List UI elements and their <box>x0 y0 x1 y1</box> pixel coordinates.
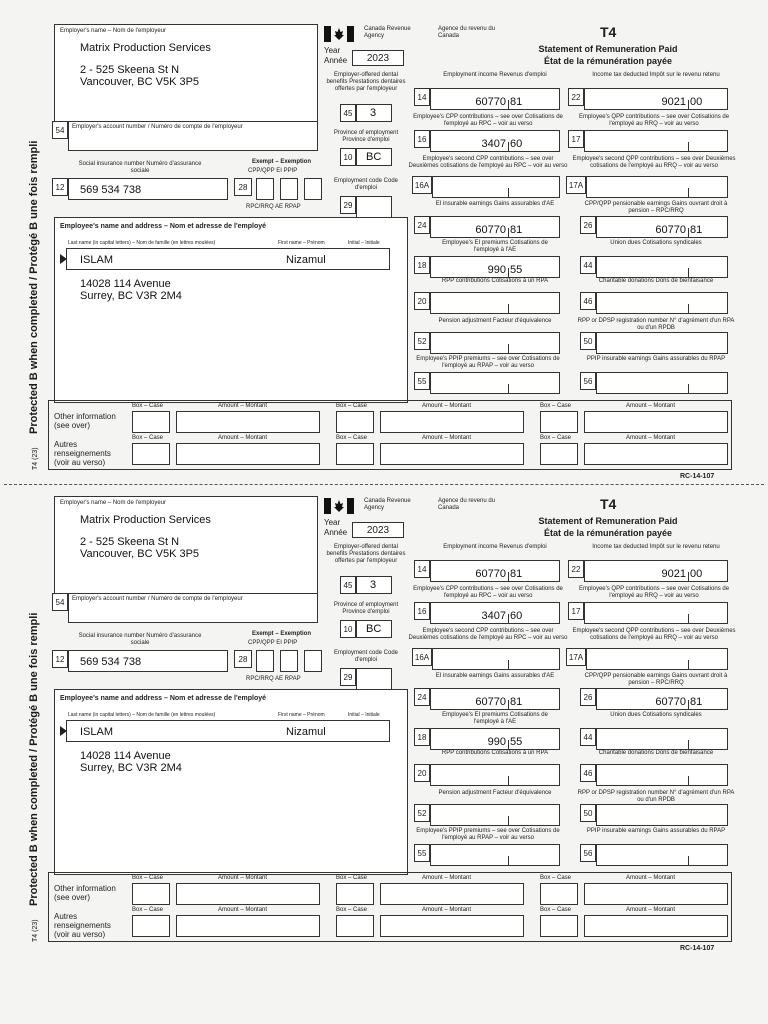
employee-first-name: Nizamul <box>286 726 326 738</box>
box-12-number: 12 <box>52 178 68 196</box>
exempt-cpp-box[interactable] <box>256 178 274 200</box>
oi-box-1b[interactable] <box>132 915 170 937</box>
oi-amount-col-3b: Amount – Montant <box>626 435 676 441</box>
box-18-cents: 55 <box>510 736 523 748</box>
dental-value: 3 <box>370 579 377 591</box>
oi-box-2a[interactable] <box>336 883 374 905</box>
oi-amount-2b[interactable] <box>380 915 524 937</box>
oi-box-1a[interactable] <box>132 883 170 905</box>
box-20-label: RPP contributions Cotisations à un RPA <box>441 750 549 756</box>
box-18-dollars: 990 <box>487 264 506 276</box>
box-45-number: 45 <box>340 576 356 594</box>
box-56-number: 56 <box>580 372 596 390</box>
box-55-divider <box>508 856 509 866</box>
exempt-cols-top: CPP/QPP EI PPIP <box>248 168 298 174</box>
exempt-ppip-box[interactable] <box>304 650 322 672</box>
form-id: T4 (23) <box>32 919 39 942</box>
form-title: T4 <box>600 496 617 512</box>
sin-value: 569 534 738 <box>80 184 142 196</box>
box-16a-number: 16A <box>412 176 432 194</box>
box-56-label: PPIP insurable earnings Gains assurables du RPAP <box>586 828 726 834</box>
box-16-label: Employee's CPP contributions – see over Cotisations de l'employé au RPC – voir au verso <box>413 114 563 127</box>
box-44-divider <box>688 268 689 278</box>
oi-amount-3a[interactable] <box>584 411 728 433</box>
box-29-number: 29 <box>340 668 356 686</box>
oi-box-col-2b: Box – Case <box>336 907 368 913</box>
box-16-cents: 60 <box>510 138 523 150</box>
box-56-divider <box>688 856 689 866</box>
box-16a-label: Employee's second CPP contributions – see over Deuxièmes cotisations de l'employé au RPC – voir au verso <box>408 156 568 169</box>
box-14-dollars: 60770 <box>475 96 506 108</box>
employee-last-name: ISLAM <box>80 726 114 738</box>
box-26-divider <box>688 700 689 710</box>
box-24-label: EI insurable earnings Gains assurables d'AE <box>435 673 555 679</box>
employer-name: Matrix Production Services <box>80 514 211 526</box>
oi-amount-col-1: Amount – Montant <box>218 403 268 409</box>
box-44-field <box>596 728 728 750</box>
box-46-number: 46 <box>580 764 596 782</box>
box-22-label: Income tax deducted Impôt sur le revenu retenu <box>592 72 720 78</box>
oi-amount-col-1: Amount – Montant <box>218 875 268 881</box>
province-value: BC <box>366 151 382 163</box>
box-16a-field <box>432 176 560 198</box>
box-20-field <box>430 764 560 786</box>
box-24-dollars: 60770 <box>475 696 506 708</box>
canada-flag-icon <box>324 26 354 42</box>
box-26-dollars: 60770 <box>655 696 686 708</box>
box-17-divider <box>688 142 689 152</box>
box-17-label: Employee's QPP contributions – see over Cotisations de l'employé au RRQ – voir au verso <box>578 586 730 599</box>
employer-name-label: Employer's name – Nom de l'employeur <box>60 500 167 506</box>
form-title-fr: État de la rémunération payée <box>543 56 673 66</box>
box-29-number: 29 <box>340 196 356 214</box>
box-18-divider <box>508 740 509 750</box>
name-arrow-icon <box>60 726 67 736</box>
box-54-number: 54 <box>52 121 68 139</box>
oi-box-col-3b: Box – Case <box>540 907 572 913</box>
oi-amount-2b[interactable] <box>380 443 524 465</box>
box-14-cents: 81 <box>510 568 523 580</box>
employer-name: Matrix Production Services <box>80 42 211 54</box>
box-56-number: 56 <box>580 844 596 862</box>
box-24-number: 24 <box>414 688 430 706</box>
box-26-label: CPP/QPP pensionable earnings Gains ouvrant droit à pension – RPC/RRQ <box>584 201 728 214</box>
box-17-number: 17 <box>568 602 584 620</box>
employment-code-label: Employment code Code d'emploi <box>333 178 399 191</box>
box-26-label: CPP/QPP pensionable earnings Gains ouvrant droit à pension – RPC/RRQ <box>584 673 728 686</box>
dental-label: Employer-offered dental benefits Prestations dentaires offertes par l'employeur <box>326 72 406 92</box>
other-info-label-en: Other information (see over) <box>54 412 116 430</box>
box-24-divider <box>508 228 509 238</box>
first-name-label: First name – Prénom <box>278 240 325 246</box>
exempt-cols-bottom: RPC/RRQ AE RPAP <box>246 204 301 210</box>
employee-name-row <box>66 248 390 270</box>
employee-address-2: Surrey, BC V3R 2M4 <box>80 290 182 302</box>
employee-address-2: Surrey, BC V3R 2M4 <box>80 762 182 774</box>
other-info-label-fr: Autres renseignements (voir au verso) <box>54 912 111 939</box>
form-code: RC-14-107 <box>680 473 715 480</box>
box-14-dollars: 60770 <box>475 568 506 580</box>
oi-amount-3b[interactable] <box>584 915 728 937</box>
box-16a-label: Employee's second CPP contributions – see over Deuxièmes cotisations de l'employé au RPC – voir au verso <box>408 628 568 641</box>
box-22-number: 22 <box>568 88 584 106</box>
t4-slip-top <box>0 14 768 486</box>
box-22-number: 22 <box>568 560 584 578</box>
box-14-label: Employment income Revenus d'emploi <box>443 544 547 550</box>
exempt-cpp-box[interactable] <box>256 650 274 672</box>
other-info-label-en: Other information (see over) <box>54 884 116 902</box>
box-24-dollars: 60770 <box>475 224 506 236</box>
box-17a-number: 17A <box>566 176 586 194</box>
box-50-label: RPP or DPSP registration number N° d'agrément d'un RPA ou d'un RPDB <box>577 318 735 331</box>
box-22-divider <box>688 572 689 582</box>
agency-fr: Agence du revenu du Canada <box>438 26 496 39</box>
sin-label: Social insurance number Numéro d'assurance sociale <box>78 633 202 646</box>
oi-box-col-2: Box – Case <box>336 403 368 409</box>
oi-box-3b[interactable] <box>540 443 578 465</box>
box-22-dollars: 9021 <box>661 568 686 580</box>
box-28-number: 28 <box>234 650 252 668</box>
oi-box-col-1: Box – Case <box>132 403 164 409</box>
year-value: 2023 <box>366 525 390 536</box>
oi-amount-col-3: Amount – Montant <box>626 875 676 881</box>
oi-amount-1b[interactable] <box>176 915 320 937</box>
box-55-field <box>430 372 560 394</box>
box-18-label: Employee's EI premiums Cotisations de l'employé à l'AE <box>442 712 548 725</box>
box-16a-divider <box>508 660 509 670</box>
box-50-field <box>596 804 728 826</box>
box-24-divider <box>508 700 509 710</box>
oi-box-2b[interactable] <box>336 443 374 465</box>
box-24-number: 24 <box>414 216 430 234</box>
oi-amount-1a[interactable] <box>176 411 320 433</box>
box-45-number: 45 <box>340 104 356 122</box>
box-10-number: 10 <box>340 148 356 166</box>
box-24-cents: 81 <box>510 696 523 708</box>
employer-address-1: 2 - 525 Skeena St N <box>80 536 180 548</box>
box-20-label: RPP contributions Cotisations à un RPA <box>441 278 549 284</box>
employee-name-header: Employee's name and address – Nom et adresse de l'employé <box>60 695 267 702</box>
oi-box-col-2b: Box – Case <box>336 435 368 441</box>
box-55-number: 55 <box>414 372 430 390</box>
box-46-field <box>596 764 728 786</box>
box-52-divider <box>508 816 509 826</box>
box-10-number: 10 <box>340 620 356 638</box>
sin-value: 569 534 738 <box>80 656 142 668</box>
box-26-number: 26 <box>580 216 596 234</box>
form-id: T4 (23) <box>32 447 39 470</box>
year-label: Year Année <box>324 518 348 537</box>
province-label: Province of employment Province d'emploi <box>333 130 399 143</box>
tear-line <box>4 484 764 485</box>
box-17a-divider <box>688 660 689 670</box>
oi-box-2b[interactable] <box>336 915 374 937</box>
box-16-number: 16 <box>414 602 430 620</box>
box-26-cents: 81 <box>690 224 703 236</box>
box-52-field <box>430 804 560 826</box>
box-17a-divider <box>688 188 689 198</box>
employer-name-label: Employer's name – Nom de l'employeur <box>60 28 167 34</box>
box-17a-field <box>586 648 728 670</box>
box-17a-label: Employee's second QPP contributions – see over Deuxièmes cotisations de l'employé au RRQ – voir au verso <box>572 628 736 641</box>
province-value: BC <box>366 623 382 635</box>
oi-box-1b[interactable] <box>132 443 170 465</box>
exempt-ei-box[interactable] <box>280 178 298 200</box>
t4-slip-bottom <box>0 486 768 958</box>
employer-address-2: Vancouver, BC V5K 3P5 <box>80 76 200 88</box>
box-17-divider <box>688 614 689 624</box>
employee-name-header: Employee's name and address – Nom et adresse de l'employé <box>60 223 267 230</box>
province-label: Province of employment Province d'emploi <box>333 602 399 615</box>
exempt-ppip-box[interactable] <box>304 178 322 200</box>
box-20-number: 20 <box>414 292 430 310</box>
box-44-field <box>596 256 728 278</box>
box-20-field <box>430 292 560 314</box>
box-44-label: Union dues Cotisations syndicales <box>610 240 702 246</box>
form-title: T4 <box>600 24 617 40</box>
box-55-field <box>430 844 560 866</box>
oi-amount-2a[interactable] <box>380 883 524 905</box>
year-value: 2023 <box>366 53 390 64</box>
box-16a-divider <box>508 188 509 198</box>
box-16-dollars: 3407 <box>481 610 506 622</box>
initial-label: Initial – Initiale <box>348 712 380 718</box>
oi-box-col-3: Box – Case <box>540 403 572 409</box>
box-52-number: 52 <box>414 804 430 822</box>
sin-label: Social insurance number Numéro d'assurance sociale <box>78 161 202 174</box>
box-16a-number: 16A <box>412 648 432 666</box>
box-50-field <box>596 332 728 354</box>
box-17-field <box>584 130 728 152</box>
box-14-number: 14 <box>414 88 430 106</box>
box-46-divider <box>688 776 689 786</box>
box-46-divider <box>688 304 689 314</box>
box-16-cents: 60 <box>510 610 523 622</box>
box-22-cents: 00 <box>690 568 703 580</box>
agency-fr: Agence du revenu du Canada <box>438 498 496 511</box>
box-20-divider <box>508 776 509 786</box>
box-28-number: 28 <box>234 178 252 196</box>
canada-flag-icon <box>324 498 354 514</box>
box-14-label: Employment income Revenus d'emploi <box>443 72 547 78</box>
box-55-label: Employee's PPIP premiums – see over Cotisations de l'employé au RPAP – voir au verso <box>416 828 560 841</box>
box-50-label: RPP or DPSP registration number N° d'agrément d'un RPA ou d'un RPDB <box>577 790 735 803</box>
box-17a-label: Employee's second QPP contributions – see over Deuxièmes cotisations de l'employé au RRQ – voir au verso <box>572 156 736 169</box>
box-22-divider <box>688 100 689 110</box>
box-55-divider <box>508 384 509 394</box>
box-55-number: 55 <box>414 844 430 862</box>
box-14-cents: 81 <box>510 96 523 108</box>
oi-amount-col-2: Amount – Montant <box>422 875 472 881</box>
box-12-number: 12 <box>52 650 68 668</box>
first-name-label: First name – Prénom <box>278 712 325 718</box>
box-44-number: 44 <box>580 728 596 746</box>
box-14-divider <box>508 572 509 582</box>
box-16-divider <box>508 142 509 152</box>
employee-address-1: 14028 114 Avenue <box>80 750 171 762</box>
oi-amount-col-2: Amount – Montant <box>422 403 472 409</box>
box-44-divider <box>688 740 689 750</box>
dental-label: Employer-offered dental benefits Prestations dentaires offertes par l'employeur <box>326 544 406 564</box>
other-info-label-fr: Autres renseignements (voir au verso) <box>54 440 111 467</box>
oi-amount-1b[interactable] <box>176 443 320 465</box>
employer-address-2: Vancouver, BC V5K 3P5 <box>80 548 200 560</box>
year-label: Year Année <box>324 46 348 65</box>
agency-en: Canada Revenue Agency <box>364 26 411 39</box>
employee-last-name: ISLAM <box>80 254 114 266</box>
employee-name-row <box>66 720 390 742</box>
box-18-divider <box>508 268 509 278</box>
box-50-number: 50 <box>580 804 596 822</box>
box-16a-field <box>432 648 560 670</box>
box-46-label: Charitable donations Dons de bienfaisance <box>598 278 714 284</box>
form-title-en: Statement of Remuneration Paid <box>538 44 678 54</box>
box-14-divider <box>508 100 509 110</box>
oi-amount-col-1b: Amount – Montant <box>218 907 268 913</box>
oi-amount-col-2b: Amount – Montant <box>422 907 472 913</box>
employment-code-label: Employment code Code d'emploi <box>333 650 399 663</box>
box-26-cents: 81 <box>690 696 703 708</box>
box-52-label: Pension adjustment Facteur d'équivalence <box>438 790 552 796</box>
form-title-fr: État de la rémunération payée <box>543 528 673 538</box>
oi-amount-col-2b: Amount – Montant <box>422 435 472 441</box>
oi-box-col-2: Box – Case <box>336 875 368 881</box>
box-44-number: 44 <box>580 256 596 274</box>
box-26-dollars: 60770 <box>655 224 686 236</box>
box-17a-field <box>586 176 728 198</box>
protected-b-label: Protected B when completed / Protégé B une fois rempli <box>28 140 40 434</box>
oi-box-3a[interactable] <box>540 411 578 433</box>
exempt-cols-top: CPP/QPP EI PPIP <box>248 640 298 646</box>
box-22-dollars: 9021 <box>661 96 686 108</box>
oi-box-1a[interactable] <box>132 411 170 433</box>
oi-amount-3a[interactable] <box>584 883 728 905</box>
box-50-number: 50 <box>580 332 596 350</box>
box-22-cents: 00 <box>690 96 703 108</box>
box-18-cents: 55 <box>510 264 523 276</box>
oi-amount-col-3b: Amount – Montant <box>626 907 676 913</box>
employee-first-name: Nizamul <box>286 254 326 266</box>
last-name-label: Last name (in capital letters) – Nom de famille (en lettres moulées) <box>68 712 216 718</box>
box-17-label: Employee's QPP contributions – see over Cotisations de l'employé au RRQ – voir au verso <box>578 114 730 127</box>
box-54-number: 54 <box>52 593 68 611</box>
box-46-field <box>596 292 728 314</box>
exempt-ei-box[interactable] <box>280 650 298 672</box>
form-code: RC-14-107 <box>680 945 715 952</box>
employer-address-1: 2 - 525 Skeena St N <box>80 64 180 76</box>
box-17-field <box>584 602 728 624</box>
employee-address-1: 14028 114 Avenue <box>80 278 171 290</box>
box-26-number: 26 <box>580 688 596 706</box>
employment-code-box <box>356 196 392 218</box>
box-20-divider <box>508 304 509 314</box>
agency-en: Canada Revenue Agency <box>364 498 411 511</box>
oi-amount-2a[interactable] <box>380 411 524 433</box>
exempt-label: Exempt – Exemption <box>252 159 312 165</box>
exempt-cols-bottom: RPC/RRQ AE RPAP <box>246 676 301 682</box>
box-20-number: 20 <box>414 764 430 782</box>
oi-box-col-1: Box – Case <box>132 875 164 881</box>
oi-box-3b[interactable] <box>540 915 578 937</box>
oi-box-col-1b: Box – Case <box>132 435 164 441</box>
box-18-label: Employee's EI premiums Cotisations de l'employé à l'AE <box>442 240 548 253</box>
oi-amount-col-1b: Amount – Montant <box>218 435 268 441</box>
box-56-field <box>596 372 728 394</box>
box-17-number: 17 <box>568 130 584 148</box>
oi-box-2a[interactable] <box>336 411 374 433</box>
box-16-divider <box>508 614 509 624</box>
oi-box-col-3: Box – Case <box>540 875 572 881</box>
box-52-number: 52 <box>414 332 430 350</box>
box-52-divider <box>508 344 509 354</box>
box-55-label: Employee's PPIP premiums – see over Cotisations de l'employé au RPAP – voir au verso <box>416 356 560 369</box>
box-56-divider <box>688 384 689 394</box>
exempt-label: Exempt – Exemption <box>252 631 312 637</box>
initial-label: Initial – Initiale <box>348 240 380 246</box>
box-26-divider <box>688 228 689 238</box>
oi-amount-3b[interactable] <box>584 443 728 465</box>
box-16-dollars: 3407 <box>481 138 506 150</box>
oi-amount-col-3: Amount – Montant <box>626 403 676 409</box>
box-46-number: 46 <box>580 292 596 310</box>
box-22-label: Income tax deducted Impôt sur le revenu retenu <box>592 544 720 550</box>
employer-account-label: Employer's account number / Numéro de compte de l'employeur <box>72 596 243 602</box>
box-46-label: Charitable donations Dons de bienfaisance <box>598 750 714 756</box>
box-18-number: 18 <box>414 728 430 746</box>
box-24-label: EI insurable earnings Gains assurables d'AE <box>435 201 555 207</box>
employer-account-label: Employer's account number / Numéro de compte de l'employeur <box>72 124 243 130</box>
box-44-label: Union dues Cotisations syndicales <box>610 712 702 718</box>
box-17a-number: 17A <box>566 648 586 666</box>
name-arrow-icon <box>60 254 67 264</box>
box-16-number: 16 <box>414 130 430 148</box>
protected-b-label: Protected B when completed / Protégé B une fois rempli <box>28 612 40 906</box>
dental-value: 3 <box>370 107 377 119</box>
employment-code-box <box>356 668 392 690</box>
box-52-field <box>430 332 560 354</box>
box-56-field <box>596 844 728 866</box>
box-24-cents: 81 <box>510 224 523 236</box>
box-56-label: PPIP insurable earnings Gains assurables du RPAP <box>586 356 726 362</box>
box-18-dollars: 990 <box>487 736 506 748</box>
oi-amount-1a[interactable] <box>176 883 320 905</box>
box-16-label: Employee's CPP contributions – see over Cotisations de l'employé au RPC – voir au verso <box>413 586 563 599</box>
oi-box-col-3b: Box – Case <box>540 435 572 441</box>
box-52-label: Pension adjustment Facteur d'équivalence <box>438 318 552 324</box>
box-18-number: 18 <box>414 256 430 274</box>
box-14-number: 14 <box>414 560 430 578</box>
form-title-en: Statement of Remuneration Paid <box>538 516 678 526</box>
oi-box-col-1b: Box – Case <box>132 907 164 913</box>
oi-box-3a[interactable] <box>540 883 578 905</box>
last-name-label: Last name (in capital letters) – Nom de famille (en lettres moulées) <box>68 240 216 246</box>
